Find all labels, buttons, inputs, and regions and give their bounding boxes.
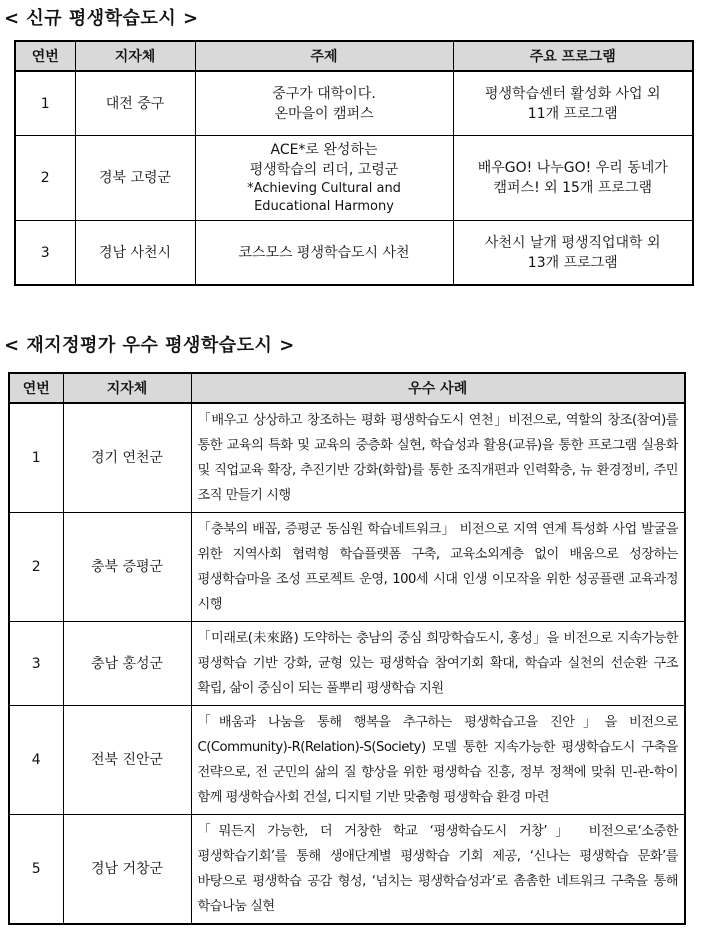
program-line: 13개 프로그램 — [527, 254, 618, 271]
row-case: 「배우고 상상하고 창조하는 평화 평생학습도시 연천」비전으로, 역할의 창조(참여)를 통한 교육의 특화 및 교육의 중층화 실현, 학습성과 활용(교류)을 통한 프로그램 실용화 및 직업교육 확장, 추진기반 강화(화합)를 통한 조직개편과 인력확충, 뉴 환경정비, 주민 조직 만들기 시행 — [191, 403, 685, 513]
row-program — [453, 71, 693, 136]
row-case: 「미래로(未來路) 도약하는 충남의 중심 희망학습도시, 홍성」을 비전으로 지속가능한 평생학습 기반 강화, 균형 있는 평생학습 참여기회 확대, 학습과 실천의 선순환 구조 확립, 삶이 중심이 되는 풀뿌리 평생학습 지원 — [191, 622, 685, 706]
theme-line: ACE*로 완성하는 — [270, 142, 378, 158]
row-region: 충북 증평군 — [63, 513, 191, 622]
row-program — [453, 136, 693, 221]
table-row — [9, 622, 685, 706]
theme-footnote-line: Educational Harmony — [254, 199, 394, 214]
table-row — [9, 706, 685, 815]
row-region: 대전 중구 — [75, 71, 195, 136]
row-no: 4 — [9, 706, 63, 815]
row-region: 경북 고령군 — [75, 136, 195, 221]
row-no: 2 — [15, 136, 75, 221]
row-theme — [195, 136, 453, 221]
program-line: 평생학습센터 활성화 사업 외 — [484, 85, 661, 102]
new-cities-table — [14, 40, 694, 286]
header-case: 우수 사례 — [191, 373, 685, 403]
row-case: 「뭐든지 가능한, 더 거창한 학교 ‘평생학습도시 거창’」 비전으로‘소중한 평생학습기회’를 통해 생애단계별 평생학습 기회 제공, ‘신나는 평생학습 문화’를 바탕으로 평생학습 공감 형성, ‘넘치는 평생학습성과’로 촘촘한 네트워크 구축을 통해 학습나눔 실현 — [191, 815, 685, 925]
row-region: 전북 진안군 — [63, 706, 191, 815]
row-no: 3 — [15, 221, 75, 286]
row-case: 「충북의 배꼽, 증평군 동심원 학습네트워크」 비전으로 지역 연계 특성화 사업 발굴을 위한 지역사회 협력형 학습플랫폼 구축, 교육소외계층 없이 배움으로 성장하는 평생학습마을 조성 프로젝트 운영, 100세 시대 인생 이모작을 위한 성공플랜 교육과정 시행 — [191, 513, 685, 622]
row-no: 1 — [9, 403, 63, 513]
header-region: 지자체 — [63, 373, 191, 403]
excellent-cities-table — [8, 372, 686, 925]
theme-footnote-line: *Achieving Cultural and — [247, 181, 401, 196]
table-header-row — [15, 41, 693, 71]
table-header-row — [9, 373, 685, 403]
table-row — [9, 403, 685, 513]
row-theme — [195, 71, 453, 136]
header-program: 주요 프로그램 — [453, 41, 693, 71]
row-program — [453, 221, 693, 286]
table-row — [15, 221, 693, 286]
theme-line: 평생학습의 리더, 고령군 — [249, 162, 399, 178]
row-no: 2 — [9, 513, 63, 622]
section-title-new-cities: < 신규 평생학습도시 > — [4, 8, 199, 29]
header-region: 지자체 — [75, 41, 195, 71]
header-no: 연번 — [15, 41, 75, 71]
row-no: 1 — [15, 71, 75, 136]
program-line: 배우GO! 나누GO! 우리 동네가 — [477, 160, 668, 176]
row-case: 「배움과 나눔을 통해 행복을 추구하는 평생학습고을 진안」을 비전으로 C(Community)-R(Relation)-S(Society) 모델 통한 지속가능한 평생학습도시 구축을 전략으로, 전 군민의 삶의 질 향상을 위한 평생학습 진흥, 정부 정책에 맞춰 민-관-학이 함께 평생학습사회 건설, 디지털 기반 맞춤형 평생학습 환경 마련 — [191, 706, 685, 815]
program-line: 11개 프로그램 — [527, 105, 618, 122]
table-row — [15, 71, 693, 136]
header-no: 연번 — [9, 373, 63, 403]
header-theme: 주제 — [195, 41, 453, 71]
table-row — [9, 815, 685, 925]
program-line: 사천시 날개 평생직업대학 외 — [484, 234, 661, 251]
theme-line: 코스모스 평생학습도시 사천 — [238, 244, 410, 261]
section-title-excellent-cities: < 재지정평가 우수 평생학습도시 > — [4, 335, 295, 356]
row-region: 경남 사천시 — [75, 221, 195, 286]
row-theme — [195, 221, 453, 286]
row-no: 3 — [9, 622, 63, 706]
row-no: 5 — [9, 815, 63, 925]
theme-line: 온마을이 캠퍼스 — [274, 105, 374, 122]
row-region: 경남 거창군 — [63, 815, 191, 925]
program-line: 캠퍼스! 외 15개 프로그램 — [493, 180, 652, 196]
table-row — [9, 513, 685, 622]
table-row — [15, 136, 693, 221]
row-region: 충남 홍성군 — [63, 622, 191, 706]
theme-line: 중구가 대학이다. — [272, 85, 376, 102]
row-region: 경기 연천군 — [63, 403, 191, 513]
